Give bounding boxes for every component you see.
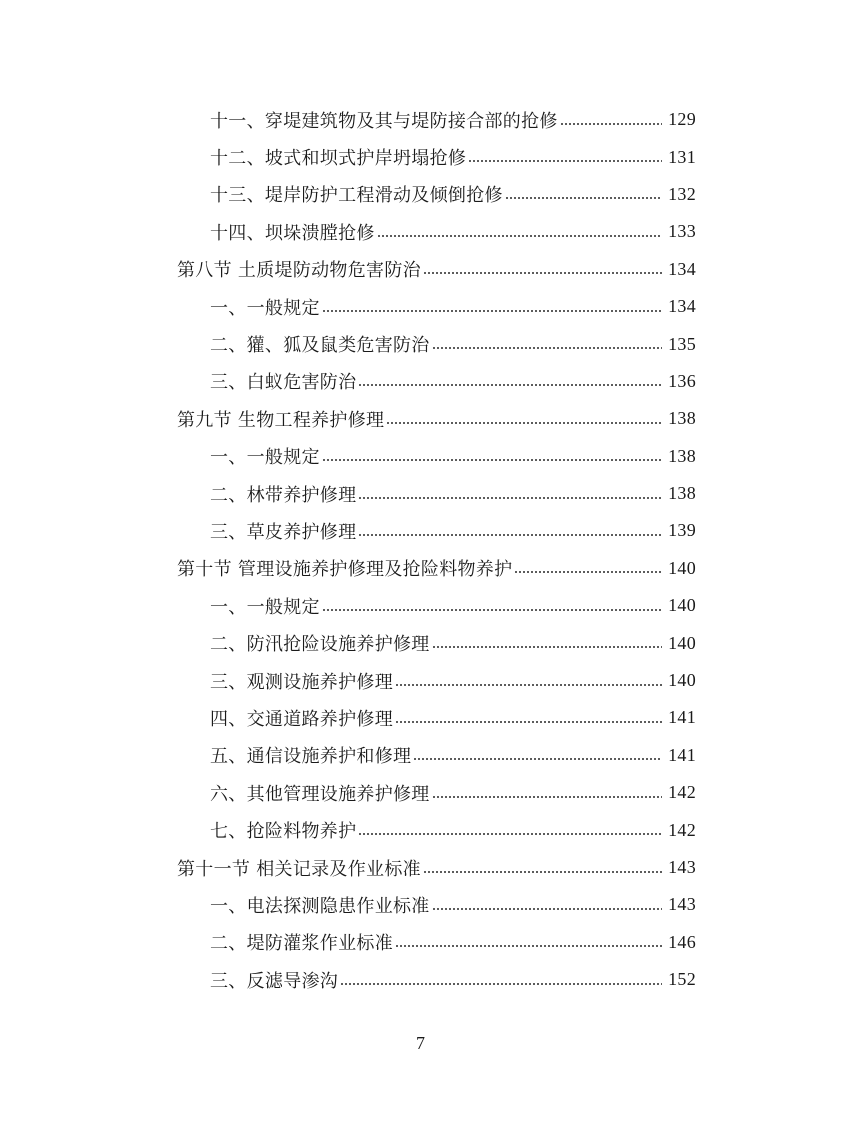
toc-entry-title: 二、林带养护修理 — [210, 484, 357, 506]
toc-entry-title: 十二、坡式和坝式护岸坍塌抢修 — [210, 148, 467, 170]
toc-subsection-entry[interactable] — [0, 101, 841, 138]
toc-subsection-entry[interactable] — [0, 138, 841, 175]
toc-subsection-entry[interactable] — [0, 438, 841, 475]
toc-subsection-entry[interactable] — [0, 924, 841, 961]
toc-dot-leader — [560, 123, 662, 125]
table-of-contents — [0, 101, 841, 998]
toc-dot-leader — [395, 684, 662, 686]
toc-subsection-entry[interactable] — [0, 587, 841, 624]
toc-entry-title: 二、防汛抢险设施养护修理 — [210, 634, 430, 656]
toc-entry-page: 142 — [668, 782, 696, 803]
toc-entry-title: 第十一节 相关记录及作业标准 — [177, 858, 421, 880]
toc-entry-title: 三、反滤导渗沟 — [210, 970, 339, 992]
toc-subsection-entry[interactable] — [0, 886, 841, 923]
toc-entry-page: 141 — [668, 707, 696, 728]
toc-entry-page: 129 — [668, 109, 696, 130]
toc-entry-title: 第九节 生物工程养护修理 — [177, 409, 385, 431]
toc-entry-page: 139 — [668, 520, 696, 541]
toc-entry-page: 141 — [668, 744, 696, 765]
toc-dot-leader — [358, 534, 662, 536]
toc-entry-title: 六、其他管理设施养护修理 — [210, 783, 430, 805]
toc-dot-leader — [505, 197, 662, 199]
toc-entry-title: 三、草皮养护修理 — [210, 521, 357, 543]
toc-entry-title: 四、交通道路养护修理 — [210, 708, 393, 730]
toc-subsection-entry[interactable] — [0, 737, 841, 774]
toc-entry-title: 一、电法探测隐患作业标准 — [210, 895, 430, 917]
toc-subsection-entry[interactable] — [0, 774, 841, 811]
toc-entry-title: 一、一般规定 — [210, 297, 320, 319]
toc-entry-title: 十一、穿堤建筑物及其与堤防接合部的抢修 — [210, 110, 558, 132]
toc-entry-title: 一、一般规定 — [210, 596, 320, 618]
toc-dot-leader — [322, 609, 662, 611]
toc-entry-page: 140 — [668, 632, 696, 653]
toc-entry-title: 十四、坝垛溃膛抢修 — [210, 222, 375, 244]
toc-section-entry[interactable] — [0, 849, 841, 886]
toc-dot-leader — [423, 871, 662, 873]
toc-entry-page: 138 — [668, 408, 696, 429]
toc-entry-title: 第十节 管理设施养护修理及抢险料物养护 — [177, 559, 513, 581]
toc-dot-leader — [377, 235, 662, 237]
toc-entry-page: 142 — [668, 819, 696, 840]
toc-dot-leader — [432, 347, 662, 349]
toc-section-entry[interactable] — [0, 550, 841, 587]
toc-section-entry[interactable] — [0, 400, 841, 437]
toc-entry-page: 134 — [668, 296, 696, 317]
toc-entry-page: 131 — [668, 146, 696, 167]
toc-dot-leader — [322, 310, 662, 312]
toc-dot-leader — [395, 945, 662, 947]
toc-entry-page: 143 — [668, 857, 696, 877]
toc-entry-page: 132 — [668, 183, 696, 204]
toc-dot-leader — [432, 908, 662, 910]
toc-subsection-entry[interactable] — [0, 961, 841, 998]
toc-subsection-entry[interactable] — [0, 662, 841, 699]
toc-entry-page: 134 — [668, 258, 696, 279]
toc-subsection-entry[interactable] — [0, 699, 841, 736]
toc-entry-title: 十三、堤岸防护工程滑动及倾倒抢修 — [210, 185, 503, 207]
toc-dot-leader — [468, 160, 662, 162]
toc-dot-leader — [340, 983, 662, 985]
toc-dot-leader — [386, 422, 662, 424]
toc-entry-title: 七、抢险料物养护 — [210, 821, 357, 843]
toc-entry-page: 138 — [668, 483, 696, 504]
toc-section-entry[interactable] — [0, 251, 841, 288]
toc-subsection-entry[interactable] — [0, 176, 841, 213]
toc-entry-page: 135 — [668, 333, 696, 354]
toc-subsection-entry[interactable] — [0, 325, 841, 362]
toc-entry-title: 三、观测设施养护修理 — [210, 671, 393, 693]
toc-entry-page: 140 — [668, 557, 696, 578]
toc-subsection-entry[interactable] — [0, 213, 841, 250]
toc-entry-title: 五、通信设施养护和修理 — [210, 746, 412, 768]
toc-entry-page: 136 — [668, 370, 696, 391]
toc-entry-title: 二、堤防灌浆作业标准 — [210, 933, 393, 955]
toc-subsection-entry[interactable] — [0, 624, 841, 661]
toc-subsection-entry[interactable] — [0, 363, 841, 400]
toc-entry-page: 146 — [668, 931, 696, 952]
toc-subsection-entry[interactable] — [0, 475, 841, 512]
toc-entry-title: 三、白蚁危害防治 — [210, 372, 357, 394]
toc-dot-leader — [514, 571, 662, 573]
toc-dot-leader — [413, 758, 662, 760]
toc-subsection-entry[interactable] — [0, 512, 841, 549]
toc-subsection-entry[interactable] — [0, 811, 841, 848]
toc-dot-leader — [322, 459, 662, 461]
toc-entry-title: 二、獾、狐及鼠类危害防治 — [210, 335, 430, 357]
toc-dot-leader — [358, 833, 662, 835]
toc-subsection-entry[interactable] — [0, 288, 841, 325]
toc-entry-page: 140 — [668, 595, 696, 616]
toc-dot-leader — [432, 796, 662, 798]
toc-entry-page: 152 — [668, 969, 696, 990]
toc-dot-leader — [395, 721, 662, 723]
toc-dot-leader — [423, 272, 662, 274]
toc-entry-title: 一、一般规定 — [210, 447, 320, 469]
toc-dot-leader — [358, 497, 662, 499]
toc-entry-page: 143 — [668, 894, 696, 915]
page-number: 7 — [416, 1033, 425, 1053]
toc-entry-page: 138 — [668, 445, 696, 466]
toc-entry-title: 第八节 土质堤防动物危害防治 — [177, 260, 421, 282]
toc-dot-leader — [358, 384, 662, 386]
toc-entry-page: 140 — [668, 670, 696, 691]
toc-dot-leader — [432, 646, 662, 648]
toc-entry-page: 133 — [668, 221, 696, 242]
